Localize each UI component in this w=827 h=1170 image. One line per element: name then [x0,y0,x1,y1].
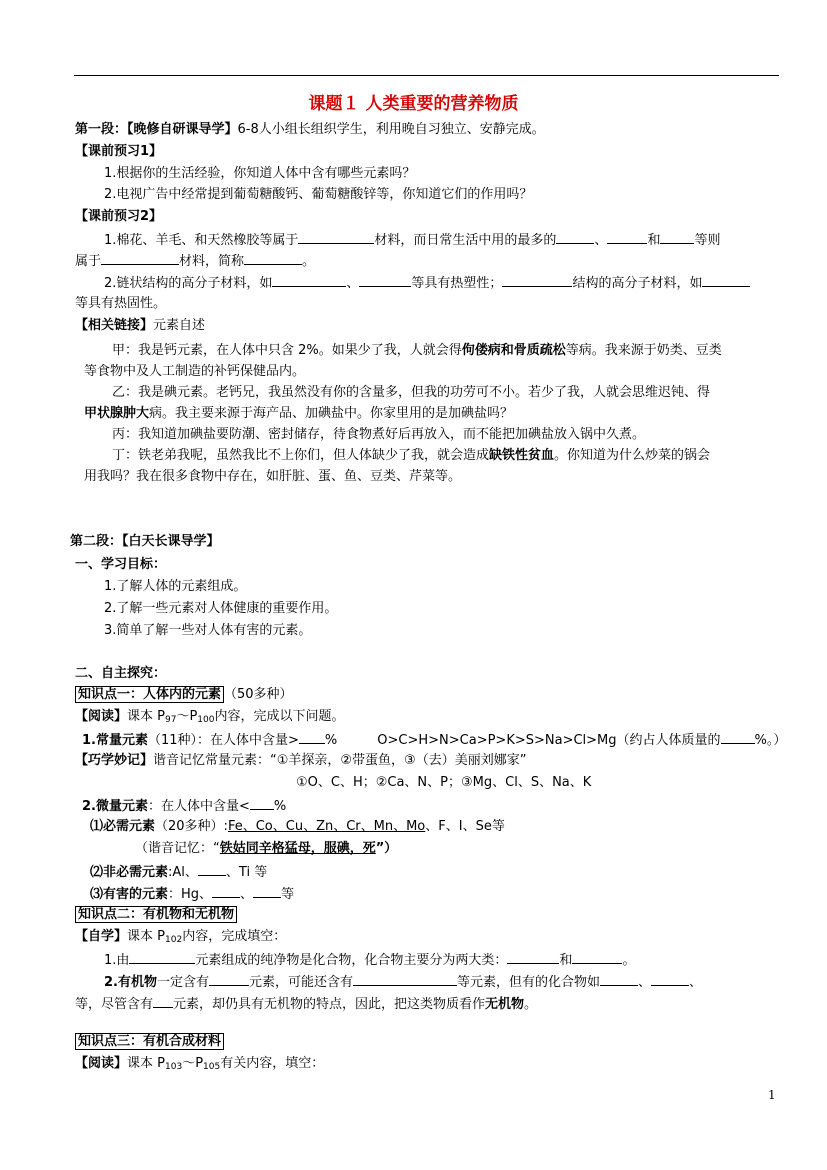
page-subscript: 105 [203,1062,221,1072]
essential-mnemonic-line [135,840,397,858]
text-segment: 甲状腺肿大 [84,406,150,421]
blank [556,230,594,244]
read-label: 【阅读】 [75,1056,128,1071]
story-bing: 丙：我知道加碘盐要防潮、密封储存，待食物煮好后再放入，而不能把加碘盐放入锅中久煮。 [112,427,646,442]
blank [129,950,195,964]
knowledge2-label: 知识点二：有机物和无机物 [75,906,237,923]
text-segment: 和 [559,953,573,968]
text-segment: 元素，可能还含有 [249,975,354,990]
blank [651,972,689,986]
text-segment: 和 [647,233,661,248]
text-segment: ：在人体中含量< [147,799,250,814]
essential-elements-line [90,818,505,836]
knowledge2-line1 [104,950,635,970]
text-segment: ⑶有害的元素 [90,887,169,902]
text-segment: 、 [638,975,652,990]
text-segment: 、 [240,887,254,902]
blank [212,884,240,898]
knowledge1-read [75,708,345,729]
section1-line [75,121,545,139]
text-segment: 2.链状结构的高分子材料，如 [104,276,273,291]
text-segment: 等则 [694,233,721,248]
blank [702,273,750,287]
knowledge3-read [75,1055,324,1076]
text-segment: %。） [754,733,787,748]
blank [507,950,559,964]
preview1-q2: 2.电视广告中经常提到葡萄糖酸钙、葡萄糖酸锌等，你知道它们的作用吗？ [104,187,533,202]
page-subscript: 100 [197,715,215,725]
text-segment: 。 [524,997,538,1012]
page-subscript: 97 [165,715,177,725]
text-segment: ”） [375,841,398,856]
blank [572,950,622,964]
related-link-label: 【相关链接】 [75,318,154,333]
text-segment: 课本 P [127,929,165,944]
text-segment: （20多种）: [155,819,228,834]
knowledge2-self [75,928,286,949]
text-segment: 2.微量元素 [82,799,148,814]
harmful-line [90,884,294,904]
text-segment: 甲：我是钙元素，在人体中只含 2%。如果少了我，人就会得 [112,343,462,358]
text-segment: 铁姑同辛格猛母，服碘，死 [219,841,376,856]
blank [660,230,694,244]
text-segment: 材料，而日常生活中用的最多的 [374,233,557,248]
related-link-line [75,317,205,335]
explore-label: 二、自主探究： [75,666,167,681]
page-subscript: 102 [165,935,183,945]
text-segment: % [324,733,338,748]
goal-2: 2.了解一些元素对人体健康的重要作用。 [104,601,338,616]
page-title: 课题１ 人类重要的营养物质 [308,94,519,114]
knowledge3-label: 知识点三：有机合成材料 [75,1033,224,1050]
preview2-line1 [104,230,720,250]
blank [272,273,346,287]
blank [101,251,179,265]
text-segment: ⑴必需元素 [90,819,156,834]
text-segment: 等 [281,887,295,902]
blank [502,273,572,287]
blank [244,251,302,265]
goal-1: 1.了解人体的元素组成。 [104,579,247,594]
blank [353,972,457,986]
text-segment: ～P [176,709,198,724]
section1-desc: 6-8人小组长组织学生，利用晚自习独立、安静完成。 [237,122,545,137]
text-segment: 、F、I、Se等 [425,819,505,834]
header-rule [74,75,779,76]
page-subscript: 103 [165,1062,183,1072]
text-segment: 。 [302,254,316,269]
goals-label: 一、学习目标： [75,557,167,572]
blank [721,730,755,744]
knowledge2-line [75,906,237,924]
text-segment: 2.有机物 [104,975,157,990]
blank [600,972,638,986]
text-segment: 元素组成的纯净物是化合物，化合物主要分为两大类： [195,953,508,968]
text-segment: ：Hg、 [168,887,213,902]
memory-line [75,752,526,770]
story-jia-line2: 等食物中及人工制造的补钙保健品内。 [84,364,306,379]
text-segment: 、 [689,975,703,990]
text-segment: 1.由 [104,953,130,968]
preview1-label: 【课前预习1】 [75,144,163,159]
section2-header: 第二段：【白天长课导学】 [70,534,220,549]
text-segment: 丁：铁老弟我呢，虽然我比不上你们，但人体缺少了我，就会造成 [112,448,490,463]
text-segment: 病。我主要来源于海产品、加碘盐中。你家里用的是加碘盐吗？ [149,406,514,421]
knowledge1-line [75,686,293,704]
memory-label: 【巧学妙记】 [75,753,154,768]
preview2-line2 [75,251,315,271]
preview2-label: 【课前预习2】 [75,209,163,224]
blank [153,994,173,1008]
macro-elements-line [82,730,786,750]
text-segment: 、Ti 等 [225,865,268,880]
blank [198,862,226,876]
blank [209,972,249,986]
text-segment: 一定含有 [156,975,209,990]
text-segment: 谐音记忆常量元素：“①羊探亲，②带蛋鱼，③（去）美丽刘娜家” [153,753,527,768]
related-link-text: 元素自述 [153,318,206,333]
text-segment: 、 [594,233,608,248]
blank [298,230,374,244]
knowledge2-line2 [104,972,702,992]
self-study-label: 【自学】 [75,929,128,944]
text-segment: 元素，却仍具有无机物的特点，因此，把这类物质看作 [173,997,486,1012]
story-ding-line2: 用我吗？我在很多食物中存在，如肝脏、蛋、鱼、豆类、芹菜等。 [84,469,462,484]
goal-3: 3.简单了解一些对人体有害的元素。 [104,623,312,638]
text-segment: 内容，完成填空： [182,929,287,944]
blank [253,884,281,898]
text-segment: 等元素，但有的化合物如 [457,975,601,990]
memory-elements: ①O、C、H；②Ca、N、P；③Mg、Cl、S、Na、K [296,775,592,790]
story-yi-line1: 乙：我是碘元素。老钙兄，我虽然没有你的含量多，但我的功劳可不小。若少了我，人就会思维迟钝、得 [112,385,711,400]
nonessential-line [90,862,267,882]
text-segment: 课本 P [127,709,165,724]
knowledge1-count: （50多种） [224,687,293,702]
preview2-line3 [104,273,750,293]
read-label: 【阅读】 [75,709,128,724]
text-segment: ⑵非必需元素 [90,865,169,880]
text-segment: 有关内容，填空： [220,1056,325,1071]
text-segment: % [273,799,287,814]
text-segment: ～P [182,1056,204,1071]
text-segment: 属于 [75,254,102,269]
text-segment: 无机物 [485,997,525,1012]
knowledge3-line [75,1033,224,1051]
knowledge1-label: 知识点一：人体内的元素 [75,686,224,703]
trace-elements-line [82,796,286,816]
text-segment: 结构的高分子材料，如 [572,276,703,291]
knowledge2-line3 [75,994,537,1014]
text-segment: 、 [346,276,360,291]
story-ding-line1 [112,447,710,465]
text-segment: 材料，简称 [179,254,245,269]
text-segment: 等具有热塑性； [411,276,503,291]
text-segment: 。你知道为什么炒菜的锅会 [554,448,711,463]
preview1-q1: 1.根据你的生活经验，你知道人体中含有哪些元素吗？ [104,166,416,181]
text-segment: 内容，完成以下问题。 [214,709,345,724]
blank [607,230,647,244]
text-segment: Fe、Co、Cu、Zn、Cr、Mn、Mo [227,819,426,834]
section1-header: 第一段：【晚修自研课导学】 [75,122,238,137]
text-segment: （11种）：在人体中含量> [147,733,299,748]
text-segment: :Al、 [168,865,198,880]
text-segment: O>C>H>N>Ca>P>K>S>Na>Cl>Mg（约占人体质量的 [377,733,721,748]
text-segment: 1.棉花、羊毛、和天然橡胶等属于 [104,233,299,248]
page-number: 1 [768,1088,776,1102]
blank [299,730,325,744]
blank [359,273,411,287]
story-jia-line1 [112,342,722,360]
text-segment: 1.常量元素 [82,733,148,748]
story-yi-line2 [84,405,513,423]
blank [250,796,274,810]
text-segment: 。 [622,953,636,968]
text-segment: 课本 P [127,1056,165,1071]
text-segment: 缺铁性贫血 [489,448,555,463]
text-segment: 等，尽管含有 [75,997,154,1012]
text-segment: 佝偻病和骨质疏松 [461,343,566,358]
text-segment: （谐音记忆：“ [135,841,220,856]
preview2-line4: 等具有热固性。 [75,296,167,311]
text-segment: 等病。我来源于奶类、豆类 [565,343,722,358]
